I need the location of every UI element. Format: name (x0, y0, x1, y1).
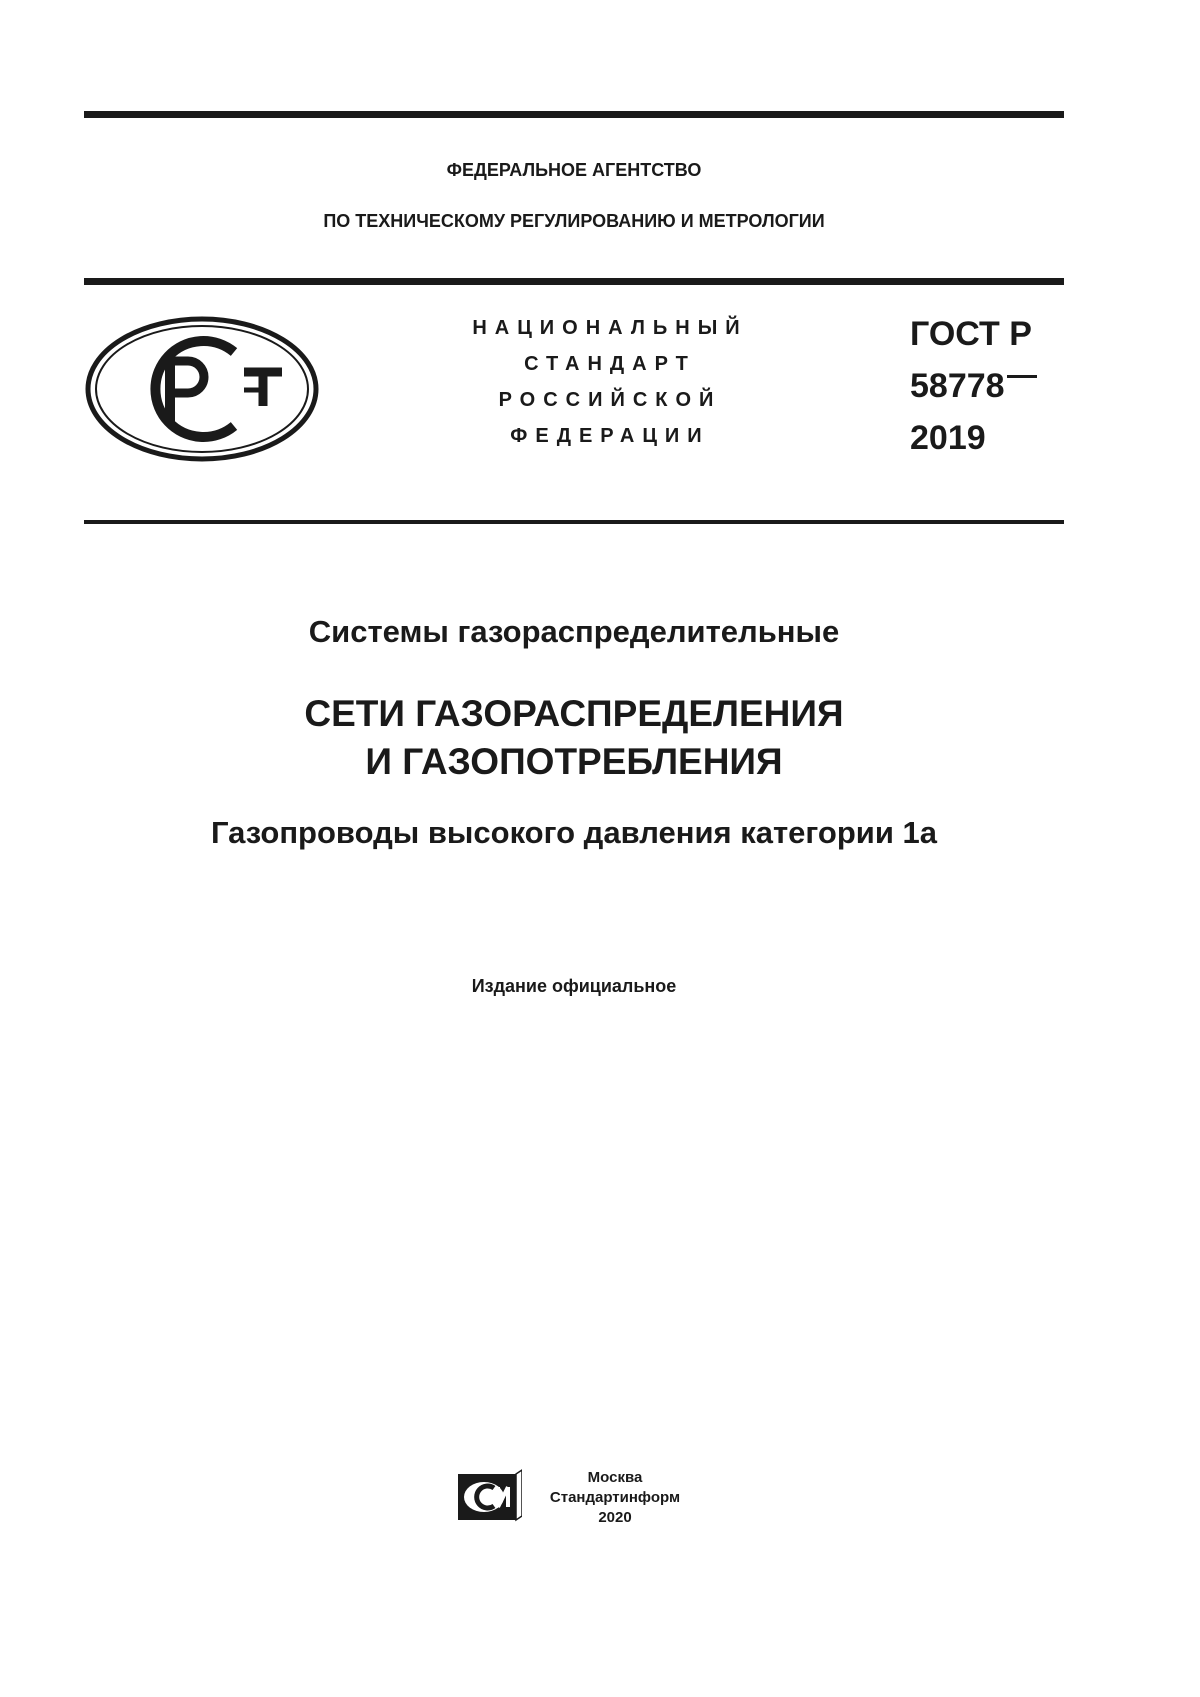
national-standard-line: СТАНДАРТ (524, 353, 696, 375)
gost-year: 2019 (910, 419, 986, 457)
gost-designation (910, 308, 1070, 464)
edition-label: Издание официальное (471, 976, 677, 996)
gost-prefix: ГОСТ Р (910, 315, 1032, 353)
top-rule (84, 111, 1064, 118)
agency-name-line-2: ПО ТЕХНИЧЕСКОМУ РЕГУЛИРОВАНИЮ И МЕТРОЛОГИИ (323, 211, 825, 231)
national-standard-line: РОССИЙСКОЙ (498, 389, 722, 411)
gost-dash (1007, 375, 1037, 378)
agency-name-line-1: ФЕДЕРАЛЬНОЕ АГЕНТСТВО (446, 160, 702, 180)
main-title-line-2: И ГАЗОПОТРЕБЛЕНИЯ (365, 741, 783, 782)
main-title-line-1: СЕТИ ГАЗОРАСПРЕДЕЛЕНИЯ (304, 693, 844, 734)
publisher-name: Стандартинформ (549, 1489, 681, 1506)
main-title (84, 690, 1064, 786)
header-bottom-rule (84, 278, 1064, 285)
rst-certification-mark-icon (84, 314, 320, 464)
subtitle: Газопроводы высокого давления категории 1а (210, 815, 938, 850)
publisher-year: 2020 (598, 1509, 632, 1526)
publisher-info (530, 1468, 700, 1528)
national-standard-line: ФЕДЕРАЦИИ (510, 425, 710, 447)
publisher-city: Москва (587, 1469, 643, 1486)
standartinform-logo-icon (456, 1468, 522, 1524)
system-title: Системы газораспределительные (308, 614, 840, 649)
national-standard-label (430, 310, 790, 454)
gost-number: 58778 (910, 367, 1005, 405)
title-divider-rule (84, 520, 1064, 524)
national-standard-line: НАЦИОНАЛЬНЫЙ (472, 317, 748, 339)
gost-number-row (910, 360, 1070, 412)
